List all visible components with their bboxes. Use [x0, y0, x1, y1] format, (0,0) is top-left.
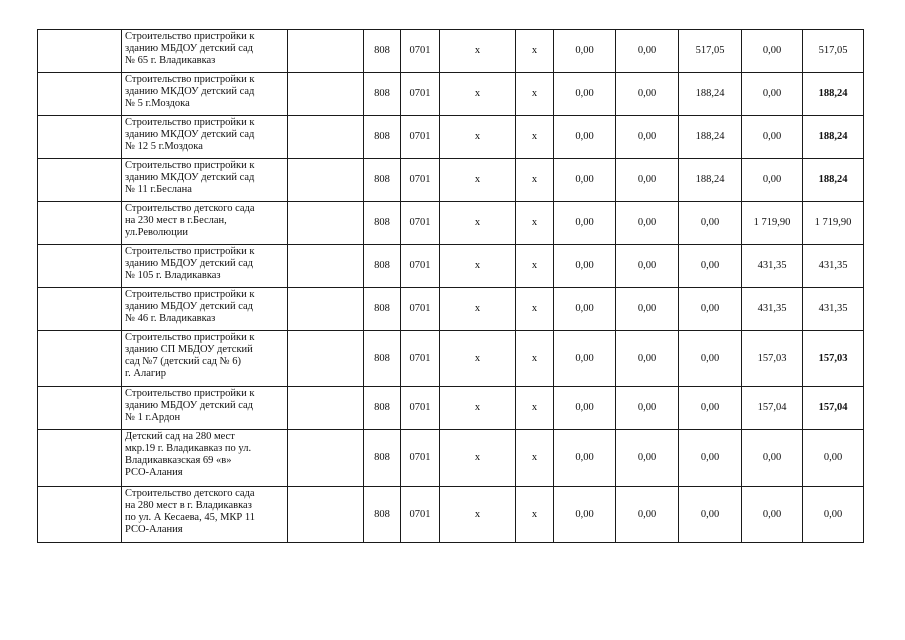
col-b-cell: х: [516, 116, 554, 159]
section-cell: 0701: [401, 245, 440, 288]
blank-cell: [288, 487, 364, 543]
object-name-line: зданию МБДОУ детский сад: [125, 400, 253, 411]
value-2-cell: 0,00: [616, 202, 679, 245]
value-2-cell: 0,00: [616, 116, 679, 159]
object-name-line: № 65 г. Владикавказ: [125, 55, 216, 66]
total-cell: 1 719,90: [803, 202, 864, 245]
value-4-cell: 157,03: [742, 331, 803, 387]
table-row: [38, 30, 864, 73]
value-1-cell: 0,00: [554, 202, 616, 245]
col-b-cell: х: [516, 73, 554, 116]
object-name-line: Строительство пристройки к: [125, 246, 255, 257]
col-a-cell: х: [440, 159, 516, 202]
row-index-cell: [38, 202, 122, 245]
row-index-cell: [38, 30, 122, 73]
code-cell: 808: [364, 159, 401, 202]
col-b-cell: х: [516, 202, 554, 245]
object-name-line: Строительство пристройки к: [125, 31, 255, 42]
value-1-cell: 0,00: [554, 430, 616, 487]
row-index-cell: [38, 430, 122, 487]
object-name-line: № 12 5 г.Моздока: [125, 141, 203, 152]
table-row: [38, 487, 864, 543]
table-row: [38, 73, 864, 116]
value-2-cell: 0,00: [616, 245, 679, 288]
object-name-cell: [122, 387, 288, 430]
value-2-cell: 0,00: [616, 487, 679, 543]
value-2-cell: 0,00: [616, 387, 679, 430]
code-cell: 808: [364, 116, 401, 159]
object-name-line: зданию МКДОУ детский сад: [125, 86, 255, 97]
object-name-line: Строительство пристройки к: [125, 332, 255, 343]
object-name-cell: [122, 430, 288, 487]
col-a-cell: х: [440, 387, 516, 430]
value-3-cell: 517,05: [679, 30, 742, 73]
object-name-line: № 11 г.Беслана: [125, 184, 192, 195]
col-b-cell: х: [516, 159, 554, 202]
value-1-cell: 0,00: [554, 30, 616, 73]
value-1-cell: 0,00: [554, 331, 616, 387]
object-name-line: зданию МБДОУ детский сад: [125, 43, 253, 54]
col-b-cell: х: [516, 331, 554, 387]
value-4-cell: 0,00: [742, 487, 803, 543]
table-row: [38, 387, 864, 430]
object-name-line: зданию СП МБДОУ детский: [125, 344, 253, 355]
object-name-line: Детский сад на 280 мест: [125, 431, 235, 442]
object-name-line: на 280 мест в г. Владикавказ: [125, 500, 252, 511]
section-cell: 0701: [401, 387, 440, 430]
total-cell: 431,35: [803, 245, 864, 288]
object-name-cell: [122, 288, 288, 331]
object-name-line: РСО-Алания: [125, 467, 183, 478]
total-cell: 517,05: [803, 30, 864, 73]
total-cell: 157,03: [803, 331, 864, 387]
object-name-line: Строительство детского сада: [125, 203, 255, 214]
table-row: [38, 159, 864, 202]
code-cell: 808: [364, 387, 401, 430]
value-1-cell: 0,00: [554, 73, 616, 116]
table-row: [38, 430, 864, 487]
col-a-cell: х: [440, 245, 516, 288]
col-a-cell: х: [440, 73, 516, 116]
object-name-cell: [122, 487, 288, 543]
object-name-cell: [122, 159, 288, 202]
object-name-cell: [122, 73, 288, 116]
total-cell: 157,04: [803, 387, 864, 430]
object-name-line: РСО-Алания: [125, 524, 183, 535]
section-cell: 0701: [401, 430, 440, 487]
value-2-cell: 0,00: [616, 73, 679, 116]
total-cell: 431,35: [803, 288, 864, 331]
code-cell: 808: [364, 30, 401, 73]
table-body: [38, 30, 864, 543]
object-name-line: Владикавказская 69 «в»: [125, 455, 232, 466]
blank-cell: [288, 202, 364, 245]
value-3-cell: 0,00: [679, 430, 742, 487]
object-name-cell: [122, 331, 288, 387]
object-name-line: зданию МКДОУ детский сад: [125, 172, 255, 183]
blank-cell: [288, 159, 364, 202]
value-1-cell: 0,00: [554, 159, 616, 202]
blank-cell: [288, 430, 364, 487]
row-index-cell: [38, 387, 122, 430]
object-name-line: № 105 г. Владикавказ: [125, 270, 221, 281]
value-3-cell: 188,24: [679, 73, 742, 116]
total-cell: 188,24: [803, 116, 864, 159]
value-2-cell: 0,00: [616, 430, 679, 487]
object-name-line: Строительство пристройки к: [125, 289, 255, 300]
col-b-cell: х: [516, 387, 554, 430]
object-name-line: Строительство пристройки к: [125, 388, 255, 399]
value-1-cell: 0,00: [554, 387, 616, 430]
object-name-line: № 1 г.Ардон: [125, 412, 181, 423]
code-cell: 808: [364, 73, 401, 116]
object-name-line: зданию МБДОУ детский сад: [125, 258, 253, 269]
row-index-cell: [38, 159, 122, 202]
object-name-line: Строительство пристройки к: [125, 117, 255, 128]
blank-cell: [288, 288, 364, 331]
object-name-line: ул.Революции: [125, 227, 188, 238]
section-cell: 0701: [401, 331, 440, 387]
total-cell: 188,24: [803, 73, 864, 116]
object-name-line: на 230 мест в г.Беслан,: [125, 215, 227, 226]
object-name-line: Строительство детского сада: [125, 488, 255, 499]
row-index-cell: [38, 73, 122, 116]
total-cell: 0,00: [803, 430, 864, 487]
blank-cell: [288, 245, 364, 288]
col-b-cell: х: [516, 30, 554, 73]
value-4-cell: 157,04: [742, 387, 803, 430]
object-name-line: мкр.19 г. Владикавказ по ул.: [125, 443, 252, 454]
col-a-cell: х: [440, 288, 516, 331]
section-cell: 0701: [401, 159, 440, 202]
table-row: [38, 288, 864, 331]
col-a-cell: х: [440, 430, 516, 487]
object-name-cell: [122, 202, 288, 245]
object-name-line: сад №7 (детский сад № 6): [125, 356, 241, 367]
value-3-cell: 0,00: [679, 288, 742, 331]
table-row: [38, 202, 864, 245]
blank-cell: [288, 331, 364, 387]
value-1-cell: 0,00: [554, 288, 616, 331]
section-cell: 0701: [401, 288, 440, 331]
col-a-cell: х: [440, 116, 516, 159]
value-2-cell: 0,00: [616, 288, 679, 331]
value-2-cell: 0,00: [616, 331, 679, 387]
col-b-cell: х: [516, 288, 554, 331]
code-cell: 808: [364, 202, 401, 245]
row-index-cell: [38, 487, 122, 543]
value-1-cell: 0,00: [554, 245, 616, 288]
total-cell: 188,24: [803, 159, 864, 202]
value-4-cell: 431,35: [742, 288, 803, 331]
row-index-cell: [38, 331, 122, 387]
object-name-line: Строительство пристройки к: [125, 74, 255, 85]
object-name-line: г. Алагир: [125, 368, 167, 379]
col-b-cell: х: [516, 245, 554, 288]
value-4-cell: 431,35: [742, 245, 803, 288]
value-4-cell: 0,00: [742, 73, 803, 116]
section-cell: 0701: [401, 30, 440, 73]
section-cell: 0701: [401, 73, 440, 116]
value-4-cell: 0,00: [742, 30, 803, 73]
value-3-cell: 188,24: [679, 159, 742, 202]
value-3-cell: 0,00: [679, 387, 742, 430]
value-4-cell: 0,00: [742, 430, 803, 487]
table-row: [38, 331, 864, 387]
row-index-cell: [38, 288, 122, 331]
code-cell: 808: [364, 487, 401, 543]
code-cell: 808: [364, 331, 401, 387]
col-a-cell: х: [440, 30, 516, 73]
code-cell: 808: [364, 245, 401, 288]
value-2-cell: 0,00: [616, 159, 679, 202]
value-3-cell: 0,00: [679, 245, 742, 288]
blank-cell: [288, 387, 364, 430]
value-1-cell: 0,00: [554, 487, 616, 543]
object-name-line: зданию МБДОУ детский сад: [125, 301, 253, 312]
table-row: [38, 245, 864, 288]
col-b-cell: х: [516, 487, 554, 543]
object-name-line: № 46 г. Владикавказ: [125, 313, 216, 324]
section-cell: 0701: [401, 116, 440, 159]
value-3-cell: 0,00: [679, 202, 742, 245]
col-a-cell: х: [440, 487, 516, 543]
total-cell: 0,00: [803, 487, 864, 543]
col-a-cell: х: [440, 331, 516, 387]
object-name-line: по ул. А Кесаева, 45, МКР 11: [125, 512, 256, 523]
object-name-line: Строительство пристройки к: [125, 160, 255, 171]
object-name-cell: [122, 116, 288, 159]
row-index-cell: [38, 245, 122, 288]
value-4-cell: 1 719,90: [742, 202, 803, 245]
value-4-cell: 0,00: [742, 159, 803, 202]
object-name-cell: [122, 30, 288, 73]
value-3-cell: 0,00: [679, 487, 742, 543]
col-b-cell: х: [516, 430, 554, 487]
budget-table: [37, 29, 864, 543]
section-cell: 0701: [401, 202, 440, 245]
value-3-cell: 188,24: [679, 116, 742, 159]
code-cell: 808: [364, 430, 401, 487]
blank-cell: [288, 116, 364, 159]
value-4-cell: 0,00: [742, 116, 803, 159]
blank-cell: [288, 73, 364, 116]
object-name-line: зданию МКДОУ детский сад: [125, 129, 255, 140]
section-cell: 0701: [401, 487, 440, 543]
code-cell: 808: [364, 288, 401, 331]
value-2-cell: 0,00: [616, 30, 679, 73]
table-row: [38, 116, 864, 159]
object-name-line: № 5 г.Моздока: [125, 98, 190, 109]
row-index-cell: [38, 116, 122, 159]
value-1-cell: 0,00: [554, 116, 616, 159]
col-a-cell: х: [440, 202, 516, 245]
object-name-cell: [122, 245, 288, 288]
value-3-cell: 0,00: [679, 331, 742, 387]
blank-cell: [288, 30, 364, 73]
